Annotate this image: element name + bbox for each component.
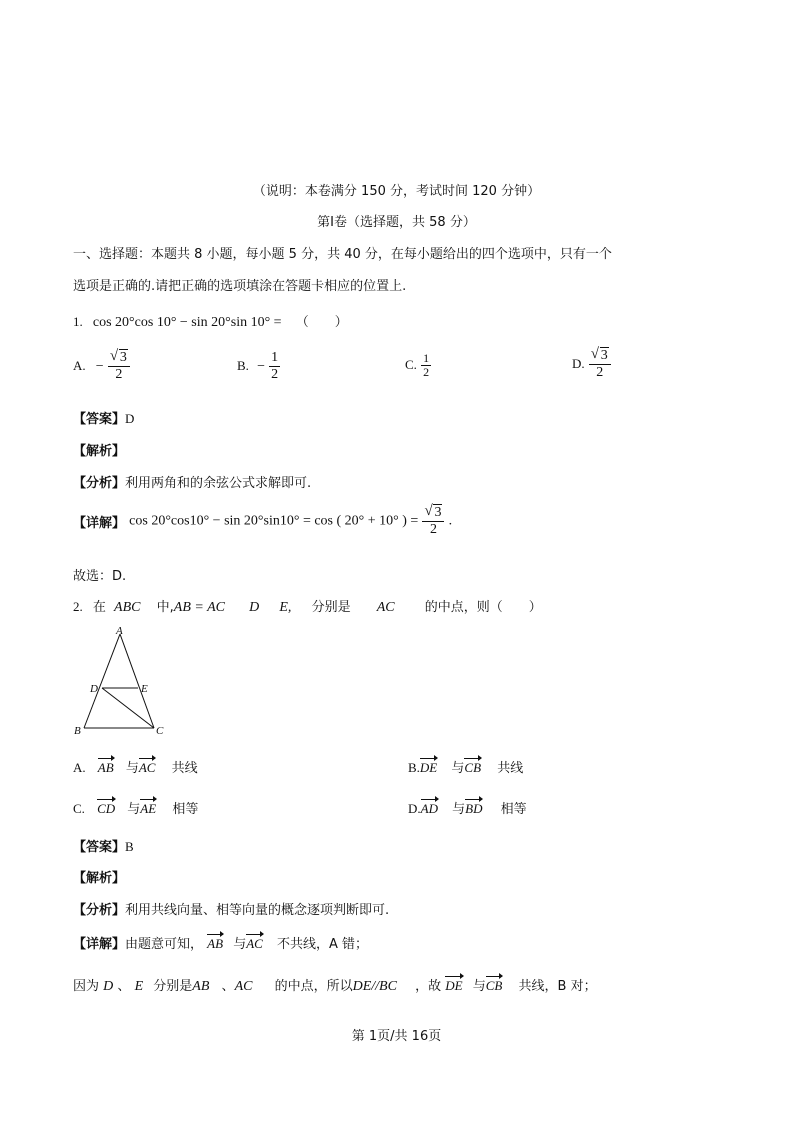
q1-fenxi-text: 利用两角和的余弦公式求解即可. (125, 476, 312, 491)
q2-detail2-vector1: DE (445, 975, 462, 994)
q1-option-a-label: A. (73, 358, 86, 373)
q1-answer-value: D (125, 411, 135, 426)
q1-option-b-denominator: 2 (271, 367, 279, 382)
q2-answer-value: B (125, 839, 134, 854)
q2-option-d-link: 与 (452, 802, 466, 817)
q1-fenxi (73, 472, 311, 491)
q2-option-a-vector2: AC (139, 757, 156, 776)
q2-triangle-figure (70, 622, 180, 740)
q2-option-a-link: 与 (125, 761, 139, 776)
q2-option-c-label: C. (73, 801, 85, 816)
q1-detail-denominator: 2 (429, 522, 437, 537)
q2-detail1-end: 不共线，A 错； (276, 937, 369, 952)
q2-detail2-pre: 因为 (73, 979, 100, 994)
q2-detail-line1 (73, 933, 368, 952)
q2-stem-mid: 中, (156, 600, 174, 615)
q1-option-d-fraction: √ 3 2 (589, 348, 611, 381)
q1-option-c-numerator: 1 (423, 351, 430, 365)
q2-answer-tag: 【答案】 (73, 840, 126, 855)
q1-option-b-label: B. (237, 358, 249, 373)
q1-option-d-numerator: 3 (600, 348, 608, 363)
q2-stem-pre: 在 (92, 600, 106, 615)
q2-detail2-vector2: CB (486, 975, 503, 994)
q1-detail-tag: 【详解】 (73, 516, 126, 531)
q1-option-d-denominator: 2 (596, 365, 604, 380)
q2-detail-line2: 因为 D 、 E 分别是AB 、AC 的中点，所以DE//BC ，故 DE 与CB 共线，B 对； (73, 975, 597, 995)
q1-detail-expression: cos 20°cos10° − sin 20°sin10° = cos ( 20° + 10° ) = (129, 513, 419, 529)
q2-option-b-vector1: DE (420, 757, 437, 776)
q2-option-b-vector2: CB (464, 757, 481, 776)
q1-option-a[interactable] (73, 350, 130, 383)
q1-conclusion: 故选：D. (73, 569, 127, 584)
q2-option-a-word: 共线 (171, 761, 198, 776)
q1-number: 1. (73, 314, 83, 329)
q2-stem-e: E, (279, 600, 292, 615)
section-intro-line2: 选项是正确的.请把正确的选项填涂在答题卡相应的位置上. (73, 279, 407, 294)
q2-label-c: C (156, 725, 164, 737)
q1-option-b-numerator: 1 (271, 350, 279, 365)
q1-expression: cos 20°cos 10° − sin 20°sin 10° = (92, 315, 282, 330)
volume-title: 第Ⅰ卷（选择题，共 58 分） (317, 215, 476, 230)
q1-detail-fraction: √ 3 2 (422, 505, 444, 538)
q1-analysis-tag (73, 440, 125, 459)
q2-detail-tag: 【详解】 (73, 937, 126, 952)
q1-blank: （ ） (295, 315, 348, 330)
q2-label-d: D (90, 683, 98, 695)
q2-detail1-vector2: AC (246, 933, 263, 952)
q1-detail-period: . (448, 513, 453, 529)
q2-label-a: A (116, 625, 123, 637)
q2-stem-sep: 分别是 (311, 600, 351, 615)
q2-analysis-tag (73, 867, 125, 886)
exam-note: （说明：本卷满分 150 分，考试时间 120 分钟） (252, 184, 541, 199)
q2-analysis-label: 【解析】 (73, 871, 126, 886)
q2-option-a-label: A. (73, 760, 86, 775)
q1-option-a-fraction: √ 3 2 (108, 350, 130, 383)
q2-stem-equation: AB = AC (173, 600, 225, 615)
q2-answer (73, 836, 134, 855)
q2-detail2-link: 与 (472, 979, 486, 994)
q2-detail2-then: ，故 (415, 979, 442, 994)
q1-analysis-label: 【解析】 (73, 444, 126, 459)
q2-stem (73, 596, 542, 616)
q1-option-c-label: C. (405, 357, 417, 372)
q1-fenxi-tag: 【分析】 (73, 476, 126, 491)
q2-detail2-d: D (103, 979, 114, 994)
q2-detail2-ab: AB (192, 979, 210, 994)
q1-option-a-numerator: 3 (119, 350, 127, 365)
q2-stem-end: 的中点，则（ ） (424, 600, 542, 615)
page-footer: 第 1页/共 16页 (351, 1029, 442, 1044)
q2-number: 2. (73, 599, 83, 614)
q2-option-c[interactable] (73, 798, 198, 817)
q2-option-a-vector1: AB (98, 757, 114, 776)
q2-option-c-vector2: AE (140, 798, 156, 817)
q2-option-b[interactable] (408, 757, 523, 776)
q2-detail2-end: 共线，B 对； (518, 979, 597, 994)
q1-answer-tag: 【答案】 (73, 412, 126, 427)
q1-stem (73, 311, 348, 331)
q1-option-a-denominator: 2 (115, 367, 123, 382)
q1-detail-numerator: 3 (434, 505, 442, 520)
q2-detail2-ac: AC (234, 979, 253, 994)
q1-detail (73, 505, 452, 538)
q1-option-b[interactable] (237, 350, 280, 383)
q2-stem-ac: AC (376, 600, 395, 615)
q2-fenxi-tag: 【分析】 (73, 903, 126, 918)
q2-option-d-vector2: BD (465, 798, 482, 817)
q2-option-d[interactable] (408, 798, 527, 817)
q2-stem-d: D (249, 600, 260, 615)
q2-option-b-word: 共线 (497, 761, 524, 776)
q2-segment-ac (120, 634, 154, 728)
q2-detail1-pre: 由题意可知， (125, 937, 204, 952)
q2-option-c-vector1: CD (97, 798, 115, 817)
q1-option-d-label: D. (572, 356, 585, 371)
q2-option-d-vector1: AD (421, 798, 438, 817)
q2-option-a[interactable] (73, 757, 198, 776)
q2-option-c-word: 相等 (172, 802, 199, 817)
q1-option-d[interactable] (572, 348, 611, 381)
q1-option-c-fraction (421, 352, 431, 379)
q1-option-b-sign: − (257, 358, 265, 374)
q2-stem-triangle: ABC (114, 600, 141, 615)
section-intro-line1: 一、选择题：本题共 8 小题，每小题 5 分，共 40 分，在每小题给出的四个选项中，只有一个 (73, 247, 612, 262)
q2-detail1-vector1: AB (207, 933, 223, 952)
q1-option-c-denominator: 2 (423, 365, 430, 379)
q1-answer (73, 408, 134, 427)
q2-label-b: B (74, 725, 81, 737)
q2-fenxi (73, 899, 389, 918)
q2-option-d-word: 相等 (500, 802, 527, 817)
q2-detail2-parallel: DE//BC (352, 979, 397, 994)
q2-detail2-sep: 、 (117, 979, 131, 994)
q2-fenxi-text: 利用共线向量、相等向量的概念逐项判断即可. (125, 903, 390, 918)
q2-label-e: E (141, 683, 148, 695)
q1-option-b-fraction (269, 350, 280, 383)
q2-detail1-link: 与 (233, 937, 247, 952)
q2-option-b-link: 与 (451, 761, 465, 776)
q2-detail2-e: E (134, 979, 144, 994)
q2-detail2-mid: 分别是 (153, 979, 193, 994)
q2-option-b-label: B. (408, 760, 420, 775)
q2-option-d-label: D. (408, 801, 421, 816)
q1-option-a-sign: − (95, 358, 104, 374)
q2-segment-ab (84, 634, 120, 728)
q2-option-c-link: 与 (127, 802, 141, 817)
q1-option-c[interactable] (405, 352, 431, 379)
q2-detail2-mid2: 的中点，所以 (274, 979, 353, 994)
